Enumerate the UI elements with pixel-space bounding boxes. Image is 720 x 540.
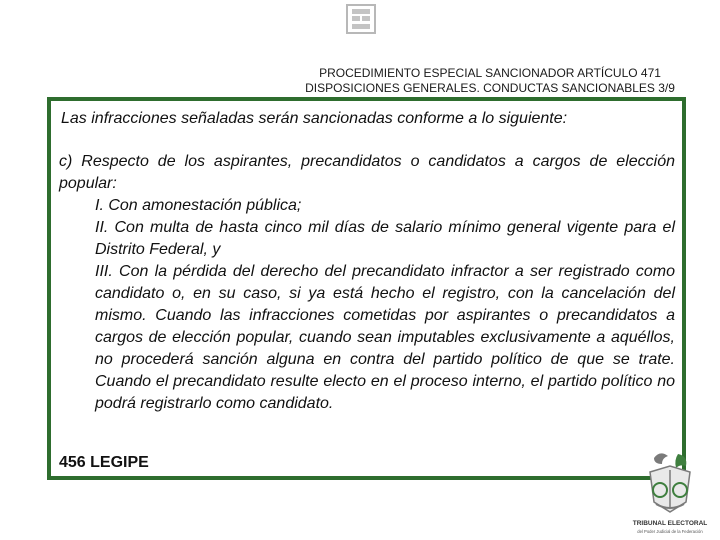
header-line-2: DISPOSICIONES GENERALES. CONDUCTAS SANCIONABLES 3/9 <box>305 81 675 95</box>
header-line-1: PROCEDIMIENTO ESPECIAL SANCIONADOR ARTÍCULO 471 <box>319 66 661 80</box>
institution-emblem-icon <box>344 2 378 36</box>
section-c-text: c) Respecto de los aspirantes, precandidatos o candidatos a cargos de elección popular: <box>59 153 675 192</box>
tribunal-electoral-seal-icon <box>628 448 712 538</box>
list-item-1: I. Con amonestación pública; <box>95 197 302 214</box>
seal-title: TRIBUNAL ELECTORAL <box>632 520 708 527</box>
intro-text: Las infracciones señaladas serán sancionadas conforme a lo siguiente: <box>61 110 568 127</box>
seal-subtitle: del Poder Judicial de la Federación <box>637 529 703 534</box>
content-frame <box>47 97 686 480</box>
list-item-2: II. Con multa de hasta cinco mil días de salario mínimo general vigente para el Distrito Federal, y <box>95 219 675 258</box>
legal-reference: 456 LEGIPE <box>59 454 149 471</box>
list-item-3: III. Con la pérdida del derecho del precandidato infractor a ser registrado como candidato o, en su caso, si ya está hecho el registro, con la cancelación del mismo. Cuando las infracciones cometidas por aspirantes o precandidatos a cargos de elección popular, cuando sean imputables exclusivamente a aquéllos, no procederá sanción alguna en contra del partido político de que se trate. Cuando el precandidato resulte electo en el proceso interno, el partido político no podrá registrarlo como candidato. <box>95 263 675 412</box>
slide-header <box>290 66 690 96</box>
